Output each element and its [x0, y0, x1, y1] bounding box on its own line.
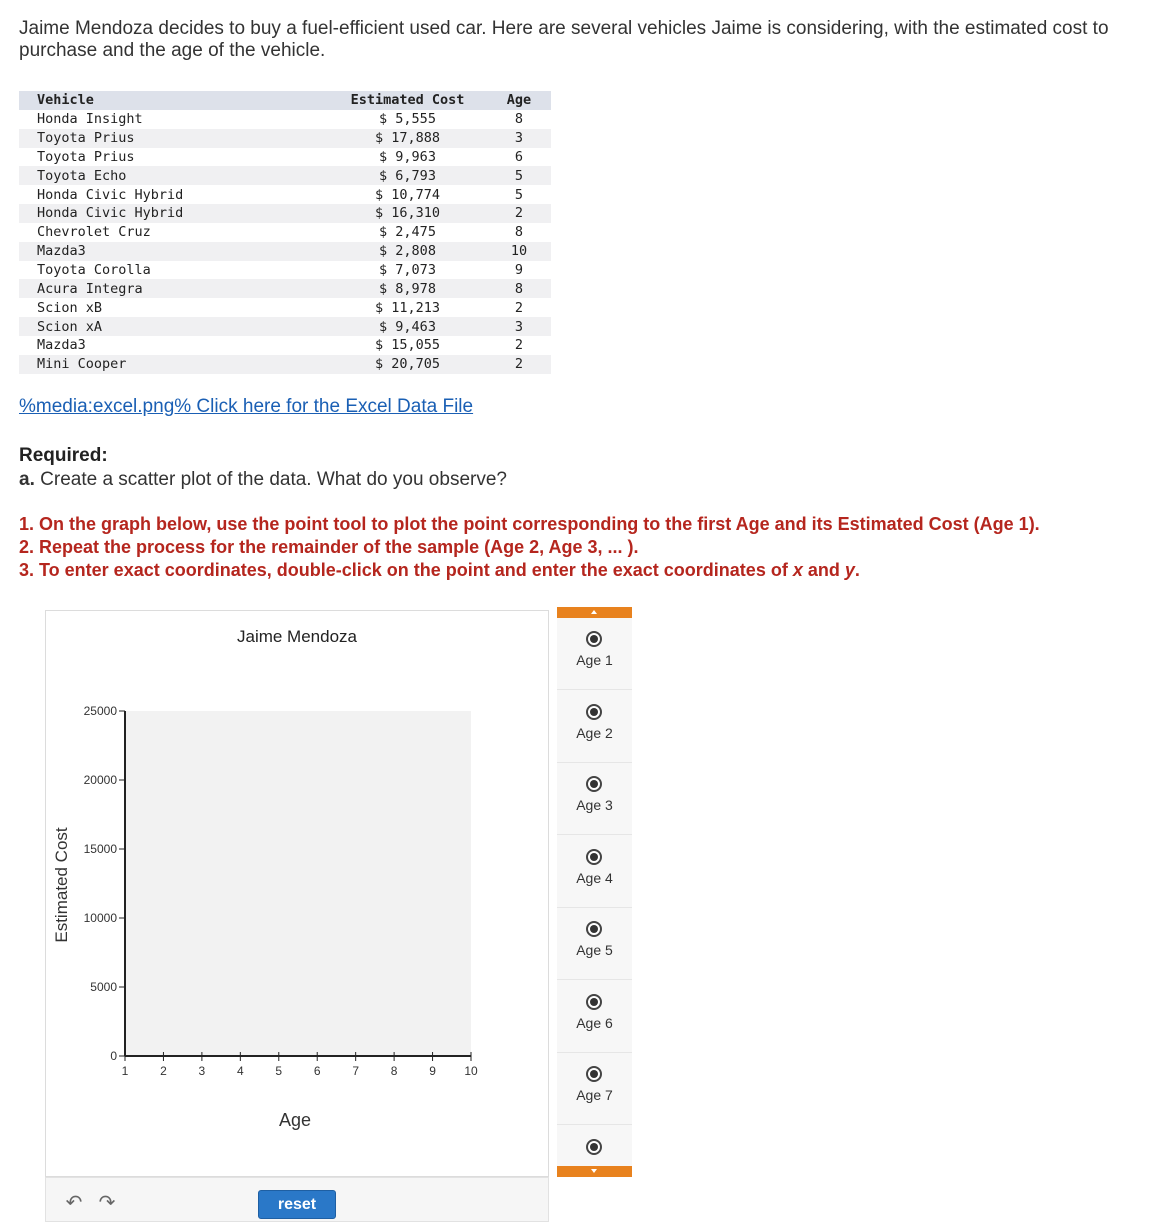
intro-text: Jaime Mendoza decides to buy a fuel-efficient used car. Here are several vehicles Jaime is considering, with the estimated cost to purchase and the age of the vehicle.: [19, 18, 1109, 61]
cell-vehicle: Acura Integra: [19, 279, 328, 298]
point-tool-age-6[interactable]: [557, 981, 632, 1053]
table-row: [19, 355, 551, 374]
y-axis: [84, 704, 125, 1063]
scroll-up-button[interactable]: [557, 607, 632, 618]
required-part-a: [19, 468, 507, 492]
part-label: a.: [19, 469, 35, 490]
point-tool-label: Age 5: [576, 942, 613, 958]
plot-area[interactable]: [125, 711, 471, 1056]
point-tool-label: Age 2: [576, 724, 613, 741]
header-age: Age: [487, 91, 551, 110]
y-axis-label: Estimated Cost: [52, 827, 71, 943]
y-tick-label: 20000: [83, 773, 117, 787]
cell-vehicle: Honda Civic Hybrid: [19, 185, 328, 204]
point-icon: [586, 776, 602, 792]
cell-estimated-cost: $ 2,475: [328, 223, 487, 242]
x-tick-label: 4: [236, 1064, 244, 1078]
cell-vehicle: Mazda3: [19, 336, 328, 355]
chevron-up-icon: [591, 610, 597, 614]
cell-vehicle: Honda Insight: [19, 110, 328, 129]
cell-age: 8: [487, 110, 551, 129]
point-tool-age-3[interactable]: [557, 763, 632, 835]
point-tool-age-7[interactable]: [557, 1053, 632, 1125]
point-tool-label: Age 4: [576, 869, 613, 886]
point-tool-label: Age 1: [576, 652, 613, 668]
cell-estimated-cost: $ 11,213: [328, 298, 487, 317]
point-tool-panel[interactable]: [557, 607, 632, 1177]
table-row: [19, 279, 551, 298]
undo-icon[interactable]: ↶: [65, 1192, 83, 1214]
excel-data-link[interactable]: %media:excel.png% Click here for the Excel Data File: [19, 396, 474, 417]
x-tick-label: 6: [313, 1064, 321, 1078]
instruction-step-1: 1. On the graph below, use the point tool to plot the point corresponding to the first Age and its Estimated Cost (Age 1).: [19, 514, 1040, 534]
cell-age: 8: [487, 223, 551, 242]
table-row: [19, 148, 551, 167]
point-tool-label: Age 6: [576, 1014, 613, 1031]
cell-vehicle: Mini Cooper: [19, 355, 328, 374]
x-axis-label: Age: [278, 1110, 312, 1130]
cell-vehicle: Scion xA: [19, 317, 328, 336]
point-tool-age-5[interactable]: [557, 908, 632, 980]
cell-age: 10: [487, 242, 551, 261]
table-row: [19, 261, 551, 280]
instruction-step-2: 2. Repeat the process for the remainder of the sample (Age 2, Age 3, ... ).: [19, 537, 639, 557]
cell-estimated-cost: $ 8,978: [328, 279, 487, 298]
table-row: [19, 317, 551, 336]
y-tick-label: 0: [110, 1049, 117, 1063]
graph-toolbar: [45, 1177, 549, 1222]
point-icon: [586, 849, 602, 865]
cell-estimated-cost: $ 17,888: [328, 129, 487, 148]
point-tool-age-4[interactable]: [557, 836, 632, 908]
cell-age: 5: [487, 166, 551, 185]
point-icon: [586, 631, 602, 647]
cell-age: 3: [487, 317, 551, 336]
cell-vehicle: Chevrolet Cruz: [19, 223, 328, 242]
x-tick-label: 2: [160, 1064, 167, 1078]
scatter-chart[interactable]: [45, 610, 549, 1177]
table-row: [19, 298, 551, 317]
point-icon: [586, 921, 602, 937]
table-row: [19, 336, 551, 355]
point-tool-age-2[interactable]: [557, 691, 632, 763]
point-icon: [586, 994, 602, 1010]
table-row: [19, 185, 551, 204]
cell-estimated-cost: $ 2,808: [328, 242, 487, 261]
cell-estimated-cost: $ 5,555: [328, 110, 487, 129]
table-header-row: [19, 91, 551, 110]
cell-estimated-cost: $ 9,963: [328, 148, 487, 167]
cell-age: 2: [487, 204, 551, 223]
x-tick-label: 1: [121, 1064, 129, 1078]
y-tick-label: 5000: [90, 980, 117, 994]
x-axis: [122, 1052, 478, 1078]
point-tool-label: Age 3: [576, 797, 613, 813]
cell-estimated-cost: $ 20,705: [328, 355, 487, 374]
x-tick-label: 3: [198, 1064, 206, 1078]
y-tick-label: 15000: [83, 842, 117, 856]
header-vehicle: Vehicle: [19, 91, 328, 110]
header-estimated-cost: Estimated Cost: [328, 91, 487, 110]
table-row: [19, 204, 551, 223]
point-icon: [586, 704, 602, 720]
table-row: [19, 129, 551, 148]
y-tick-label: 25000: [83, 704, 117, 718]
cell-vehicle: Toyota Echo: [19, 166, 328, 185]
cell-estimated-cost: $ 16,310: [328, 204, 487, 223]
point-tool-label: Age 7: [576, 1087, 613, 1103]
table-row: [19, 166, 551, 185]
cell-age: 3: [487, 129, 551, 148]
chevron-down-icon: [591, 1169, 597, 1173]
cell-vehicle: Honda Civic Hybrid: [19, 204, 328, 223]
cell-vehicle: Toyota Corolla: [19, 261, 328, 280]
reset-button[interactable]: reset: [258, 1190, 336, 1219]
cell-vehicle: Scion xB: [19, 298, 328, 317]
cell-age: 2: [487, 336, 551, 355]
x-tick-label: 8: [390, 1064, 398, 1078]
table-row: [19, 110, 551, 129]
cell-vehicle: Toyota Prius: [19, 148, 328, 167]
cell-estimated-cost: $ 7,073: [328, 261, 487, 280]
cell-vehicle: Mazda3: [19, 242, 328, 261]
cell-age: 2: [487, 298, 551, 317]
cell-age: 2: [487, 355, 551, 374]
required-section: [19, 444, 507, 492]
point-icon: [586, 1139, 602, 1155]
point-tool-age-1[interactable]: [557, 618, 632, 690]
required-title: Required:: [19, 445, 108, 466]
chart-title: Jaime Mendoza: [236, 627, 358, 646]
point-icon: [586, 1066, 602, 1082]
vehicle-data-table: [19, 91, 551, 374]
x-tick-label: 5: [275, 1064, 283, 1078]
scroll-down-button[interactable]: [557, 1166, 632, 1177]
cell-estimated-cost: $ 15,055: [328, 336, 487, 355]
table-row: [19, 242, 551, 261]
redo-icon[interactable]: ↷: [98, 1192, 116, 1214]
cell-estimated-cost: $ 9,463: [328, 317, 487, 336]
table-row: [19, 223, 551, 242]
instructions: [19, 513, 1159, 582]
part-text: Create a scatter plot of the data. What do you observe?: [40, 469, 507, 490]
y-tick-label: 10000: [83, 911, 117, 925]
x-tick-label: 10: [464, 1064, 478, 1078]
instruction-step-3: 3. To enter exact coordinates, double-click on the point and enter the exact coordinates of x and y.: [19, 560, 860, 580]
cell-vehicle: Toyota Prius: [19, 129, 328, 148]
cell-estimated-cost: $ 6,793: [328, 166, 487, 185]
x-tick-label: 9: [429, 1064, 436, 1078]
cell-age: 6: [487, 148, 551, 167]
cell-estimated-cost: $ 10,774: [328, 185, 487, 204]
cell-age: 8: [487, 279, 551, 298]
x-tick-label: 7: [352, 1064, 360, 1078]
cell-age: 5: [487, 185, 551, 204]
cell-age: 9: [487, 261, 551, 280]
